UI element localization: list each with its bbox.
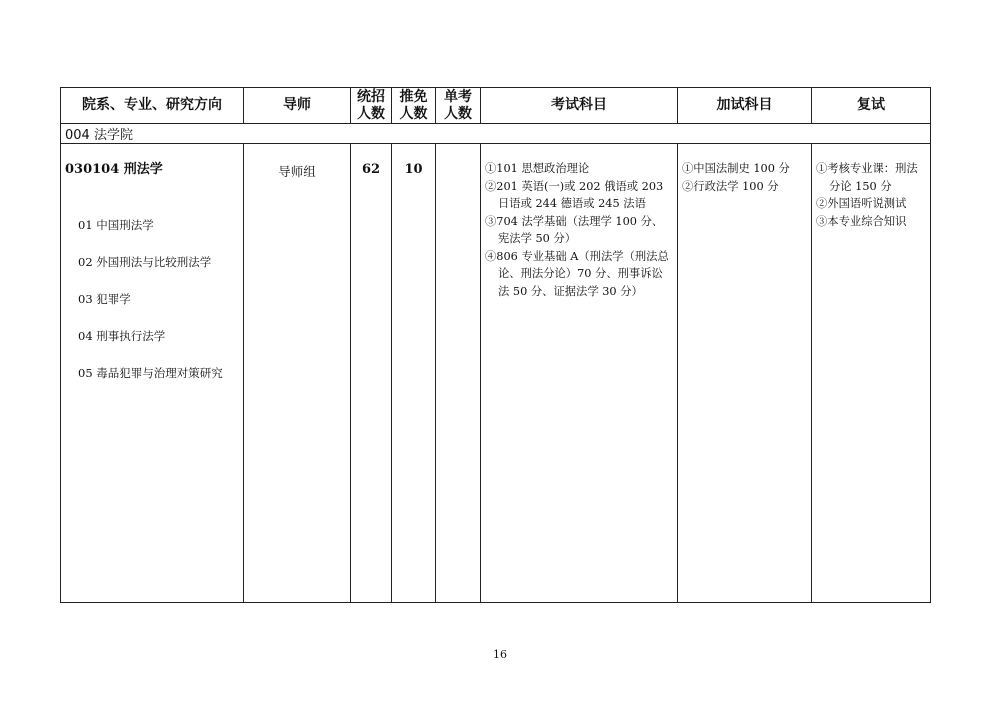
retest-item: ③本专业综合知识 <box>816 214 907 228</box>
header-tongzhao <box>351 88 392 124</box>
tuimian-count: 10 <box>404 162 423 177</box>
page-number: 16 <box>493 648 507 661</box>
header-tongzhao-line2: 人数 <box>357 105 385 122</box>
header-dankao <box>436 88 481 124</box>
exam-subject-item: ③704 法学基础（法理学 100 分、宪法学 50 分） <box>485 214 664 245</box>
header-tuimian-line1: 推免 <box>399 88 428 105</box>
exam-subject-item: ①101 思想政治理论 <box>485 162 590 175</box>
exam-subject-item: ②201 英语(一)或 202 俄语或 203 日语或 244 德语或 245 法语 <box>485 179 664 210</box>
extra-subjects-cell <box>678 144 812 603</box>
tuimian-cell <box>392 144 436 603</box>
department-row <box>61 124 931 144</box>
major-row <box>61 144 931 603</box>
retest-cell <box>812 144 931 603</box>
header-extra-subjects: 加试科目 <box>678 88 812 124</box>
dankao-cell <box>436 144 481 603</box>
header-tuimian <box>392 88 436 124</box>
header-tongzhao-line1: 统招 <box>357 88 385 105</box>
header-department-major: 院系、专业、研究方向 <box>61 88 244 124</box>
retest-item: ①考核专业课：刑法分论 150 分 <box>816 162 918 193</box>
major-cell <box>61 144 244 603</box>
department-name: 004 法学院 <box>61 124 931 144</box>
direction-item: 03 犯罪学 <box>78 292 131 306</box>
direction-item: 04 刑事执行法学 <box>78 329 166 343</box>
advisor-value: 导师组 <box>278 164 316 179</box>
enrollment-table <box>60 87 931 603</box>
dankao-count <box>436 144 480 162</box>
header-tuimian-line2: 人数 <box>399 105 428 122</box>
exam-subjects-cell <box>481 144 678 603</box>
header-retest: 复试 <box>812 88 931 124</box>
direction-item: 01 中国刑法学 <box>78 218 154 232</box>
direction-item: 02 外国刑法与比较刑法学 <box>78 255 212 269</box>
extra-subject-item: ①中国法制史 100 分 <box>682 162 790 175</box>
header-exam-subjects: 考试科目 <box>481 88 678 124</box>
tongzhao-count: 62 <box>361 162 381 177</box>
header-dankao-line2: 人数 <box>444 105 472 122</box>
header-row <box>61 88 931 124</box>
header-dankao-line1: 单考 <box>444 88 472 105</box>
header-advisor: 导师 <box>244 88 351 124</box>
advisor-cell <box>244 144 351 603</box>
extra-subject-item: ②行政法学 100 分 <box>682 179 779 193</box>
major-name: 030104 刑法学 <box>65 162 163 177</box>
retest-item: ②外国语听说测试 <box>816 197 907 210</box>
direction-item: 05 毒品犯罪与治理对策研究 <box>78 366 223 380</box>
tongzhao-cell <box>351 144 392 603</box>
exam-subject-item: ④806 专业基础 A（刑法学（刑法总论、刑法分论）70 分、刑事诉讼法 50 分、证据法学 30 分） <box>485 249 669 298</box>
